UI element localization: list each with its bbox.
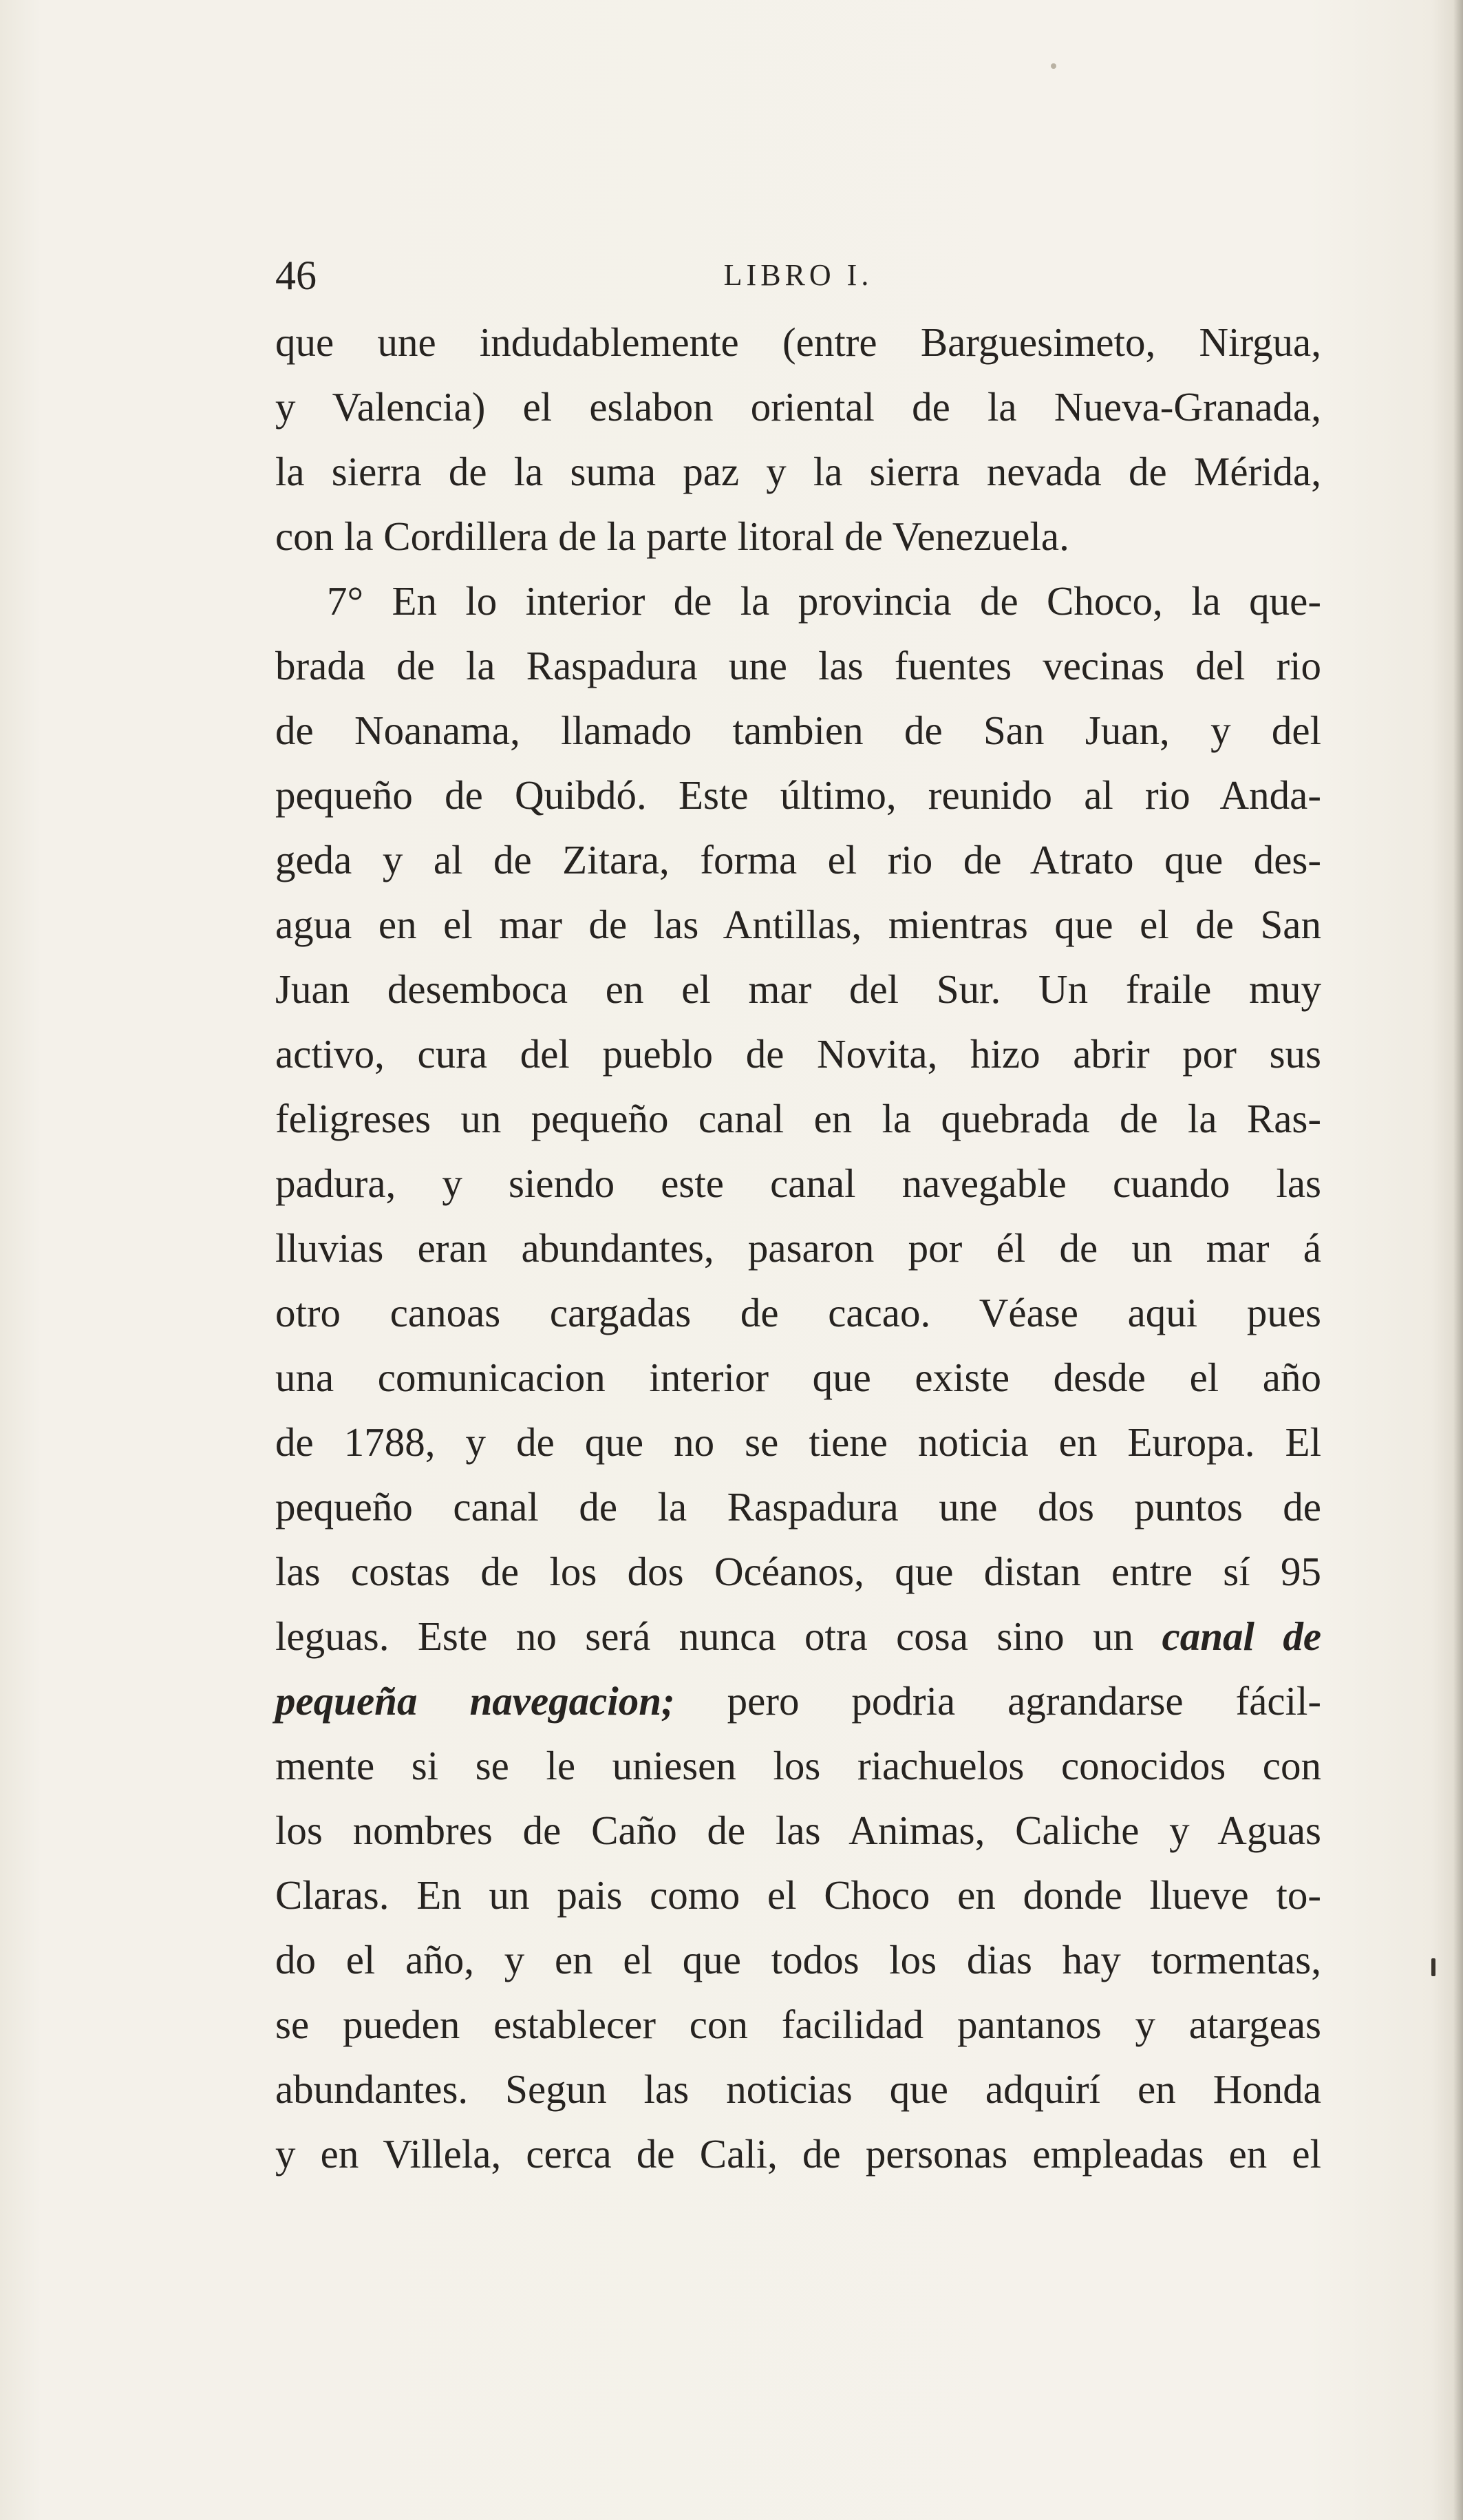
text-line: padura, y siendo este canal navegable cuando las [275, 1161, 1321, 1206]
page-number: 46 [275, 253, 317, 298]
italic-term: pequeña navegacion; [275, 1678, 675, 1724]
body-text [275, 310, 1321, 2186]
page-edge-shadow [1453, 0, 1463, 2520]
text-line: 7° En lo interior de la provincia de Choco, la que- [327, 578, 1321, 624]
text-line: mente si se le uniesen los riachuelos conocidos con [275, 1743, 1321, 1788]
text-line: abundantes. Segun las noticias que adquirí en Honda [275, 2066, 1321, 2112]
text-line: brada de la Raspadura une las fuentes vecinas del rio [275, 643, 1321, 688]
text-line: y Valencia) el eslabon oriental de la Nueva-Granada, [275, 384, 1321, 430]
text-line: una comunicacion interior que existe desde el año [275, 1355, 1321, 1400]
italic-term: canal de [1162, 1613, 1322, 1659]
text-line: y en Villela, cerca de Cali, de personas empleadas en el [275, 2131, 1321, 2177]
text-line: de 1788, y de que no se tiene noticia en Europa. El [275, 1419, 1321, 1465]
text-line: los nombres de Caño de las Animas, Caliche y Aguas [275, 1808, 1321, 1853]
text-line: se pueden establecer con facilidad pantanos y atargeas [275, 2002, 1321, 2047]
text-line: feligreses un pequeño canal en la quebrada de la Ras- [275, 1096, 1321, 1141]
text-line-with-italic [275, 1669, 1321, 1733]
text-line: agua en el mar de las Antillas, mientras que el de San [275, 902, 1321, 947]
text-line: la sierra de la suma paz y la sierra nevada de Mérida, [275, 449, 1321, 494]
text-line-with-italic [275, 1604, 1321, 1669]
text-line: con la Cordillera de la parte litoral de Venezuela. [275, 513, 1069, 559]
text-line: Juan desemboca en el mar del Sur. Un fraile muy [275, 966, 1321, 1012]
text-line: de Noanama, llamado tambien de San Juan, y del [275, 708, 1321, 753]
text-segment: pero podria agrandarse fácil- [727, 1678, 1321, 1724]
text-segment: leguas. Este no será nunca otra cosa sino un [275, 1613, 1134, 1659]
page-header [275, 248, 1321, 303]
text-line: pequeño canal de la Raspadura une dos puntos de [275, 1484, 1321, 1529]
text-line: lluvias eran abundantes, pasaron por él de un mar á [275, 1225, 1321, 1271]
text-line: activo, cura del pueblo de Novita, hizo abrir por sus [275, 1031, 1321, 1077]
paper-speck [1051, 63, 1056, 69]
text-line: otro canoas cargadas de cacao. Véase aqui pues [275, 1290, 1321, 1335]
text-line: las costas de los dos Océanos, que distan entre sí 95 [275, 1549, 1321, 1594]
running-head: LIBRO I. [723, 258, 873, 292]
text-line: pequeño de Quibdó. Este último, reunido al rio Anda- [275, 772, 1321, 818]
text-line: do el año, y en el que todos los dias hay tormentas, [275, 1937, 1321, 1982]
text-line: que une indudablemente (entre Barguesimeto, Nirgua, [275, 319, 1321, 365]
margin-mark [1431, 1958, 1435, 1976]
text-line: geda y al de Zitara, forma el rio de Atrato que des- [275, 837, 1321, 882]
text-line: Claras. En un pais como el Choco en donde llueve to- [275, 1872, 1321, 1918]
